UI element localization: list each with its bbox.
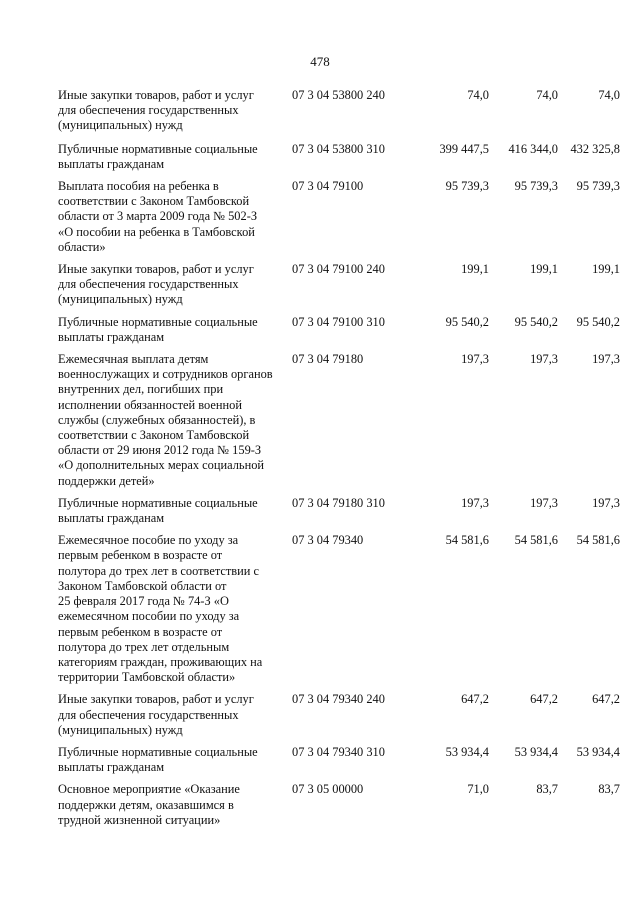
row-value-2: 647,2 (530, 692, 558, 707)
row-value-3: 95 739,3 (576, 179, 620, 194)
row-value-3: 199,1 (592, 262, 620, 277)
row-value-1: 647,2 (461, 692, 489, 707)
row-value-2: 197,3 (530, 495, 558, 510)
row-description: Публичные нормативные социальные выплаты гражданам (58, 495, 258, 526)
row-code: 07 3 05 00000 (292, 782, 364, 797)
row-value-2: 197,3 (530, 352, 558, 367)
row-description: Ежемесячное пособие по уходу за первым ребенком в возрасте от полутора до трех лет в соответствии с Законом Тамбовской области от 25 февраля 2017 года № 74-З «О ежемесячном пособии по уходу за первым ребенком в возрасте от полутора до трех лет отдельным категориям граждан, проживающих на территории Тамбовской области» (58, 533, 263, 685)
row-value-1: 95 739,3 (445, 179, 489, 194)
row-value-2: 83,7 (536, 782, 558, 797)
row-value-3: 54 581,6 (576, 533, 620, 548)
row-value-1: 53 934,4 (445, 744, 489, 759)
page-number: 478 (310, 54, 330, 69)
row-value-3: 432 325,8 (570, 141, 620, 156)
budget-table (58, 88, 620, 828)
row-value-3: 197,3 (592, 495, 620, 510)
row-code: 07 3 04 79100 240 (292, 262, 385, 277)
row-code: 07 3 04 79340 240 (292, 692, 385, 707)
row-value-3: 53 934,4 (576, 744, 620, 759)
row-value-2: 95 739,3 (514, 179, 558, 194)
table-row (58, 533, 620, 685)
row-code: 07 3 04 53800 310 (292, 141, 385, 156)
row-description: Публичные нормативные социальные выплаты гражданам (58, 141, 258, 171)
row-code: 07 3 04 79100 (292, 179, 364, 194)
row-value-1: 197,3 (461, 495, 489, 510)
row-value-2: 416 344,0 (508, 141, 558, 156)
row-value-1: 95 540,2 (445, 314, 489, 329)
row-code: 07 3 04 79340 310 (292, 744, 385, 759)
row-value-2: 53 934,4 (514, 744, 558, 759)
table-row (58, 352, 620, 489)
row-code: 07 3 04 79180 (292, 352, 364, 367)
row-value-3: 197,3 (592, 352, 620, 367)
table-row (58, 88, 620, 134)
table-row (58, 315, 620, 345)
row-value-1: 54 581,6 (445, 533, 489, 548)
row-code: 07 3 04 53800 240 (292, 88, 385, 102)
row-code: 07 3 04 79180 310 (292, 495, 385, 510)
row-description: Выплата пособия на ребенка в соответствии с Законом Тамбовской области от 3 марта 2009 года № 502-З «О пособии на ребенка в Тамбовской области» (58, 179, 258, 254)
row-value-2: 54 581,6 (514, 533, 558, 548)
row-value-3: 74,0 (598, 88, 620, 102)
row-value-2: 95 540,2 (514, 314, 558, 329)
table-row (58, 745, 620, 775)
row-description: Иные закупки товаров, работ и услуг для обеспечения государственных (муниципальных) нужд (58, 692, 254, 737)
row-description: Ежемесячная выплата детям военнослужащих и сотрудников органов внутренних дел, погибших при исполнении обязанностей военной службы (служебных обязанностей), в соответствии с Законом Тамбовской области от 29 июня 2012 года № 159-З «О дополнительных мерах социальной поддержки детей» (58, 352, 273, 488)
table-row (58, 692, 620, 738)
row-value-1: 71,0 (467, 782, 489, 797)
table-row (58, 782, 620, 828)
row-value-3: 95 540,2 (576, 314, 620, 329)
row-code: 07 3 04 79340 (292, 533, 364, 548)
row-value-2: 199,1 (530, 262, 558, 277)
row-value-1: 197,3 (461, 352, 489, 367)
row-value-1: 399 447,5 (439, 141, 489, 156)
row-value-3: 83,7 (598, 782, 620, 797)
row-description: Публичные нормативные социальные выплаты гражданам (58, 314, 258, 344)
row-value-1: 74,0 (467, 88, 489, 102)
table-row (58, 262, 620, 308)
row-value-1: 199,1 (461, 262, 489, 277)
table-row (58, 179, 620, 255)
row-value-3: 647,2 (592, 692, 620, 707)
row-code: 07 3 04 79100 310 (292, 314, 385, 329)
row-description: Иные закупки товаров, работ и услуг для обеспечения государственных (муниципальных) нужд (58, 262, 254, 307)
table-row (58, 142, 620, 172)
row-description: Иные закупки товаров, работ и услуг для обеспечения государственных (муниципальных) нужд (58, 88, 254, 133)
table-row (58, 496, 620, 526)
row-value-2: 74,0 (536, 88, 558, 102)
row-description: Основное мероприятие «Оказание поддержки детям, оказавшимся в трудной жизненной ситуации» (58, 782, 240, 827)
row-description: Публичные нормативные социальные выплаты гражданам (58, 744, 258, 775)
